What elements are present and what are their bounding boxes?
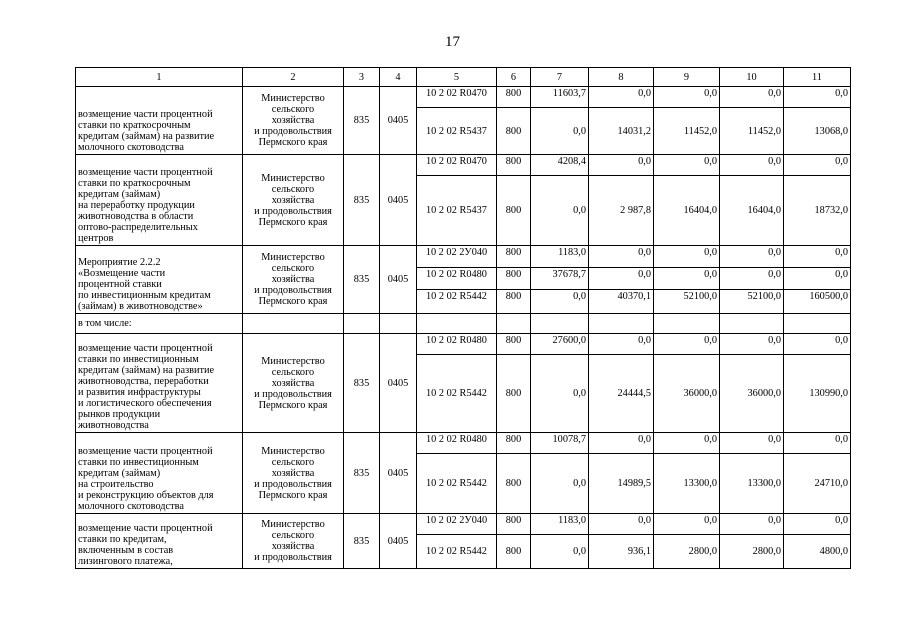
col6-cell: 800 (497, 268, 531, 290)
value-cell: 0,0 (784, 433, 851, 454)
col4-cell: 0405 (380, 514, 417, 569)
value-cell: 0,0 (589, 433, 654, 454)
value-cell: 0,0 (531, 108, 589, 155)
table-row (76, 314, 851, 334)
value-cell: 4800,0 (784, 535, 851, 569)
ministry-cell: Министерство сельского хозяйства и продовольствия Пермского края (243, 155, 344, 246)
row-description: возмещение части процентной ставки по инвестиционным кредитам (займам) на развитие животноводства, переработки и развития инфраструктуры и логистического обеспечения рынков продукции животноводства (76, 334, 243, 433)
value-cell: 36000,0 (720, 355, 784, 433)
code-cell: 10 2 02 R0470 (417, 87, 497, 108)
value-cell: 0,0 (720, 514, 784, 535)
col6-cell: 800 (497, 334, 531, 355)
code-cell: 10 2 02 R0480 (417, 334, 497, 355)
value-cell: 0,0 (531, 355, 589, 433)
col6-cell: 800 (497, 155, 531, 176)
header-cell: 3 (344, 68, 380, 87)
value-cell: 16404,0 (720, 176, 784, 246)
value-cell: 2 987,8 (589, 176, 654, 246)
value-cell: 0,0 (654, 334, 720, 355)
code-cell: 10 2 02 2У040 (417, 246, 497, 268)
code-cell: 10 2 02 R0480 (417, 268, 497, 290)
table-row (76, 433, 851, 454)
header-cell: 9 (654, 68, 720, 87)
col6-cell: 800 (497, 454, 531, 514)
col6-cell: 800 (497, 514, 531, 535)
code-cell: 10 2 02 R5442 (417, 290, 497, 314)
value-cell: 40370,1 (589, 290, 654, 314)
value-cell: 11452,0 (654, 108, 720, 155)
row-description: возмещение части процентной ставки по краткосрочным кредитам (займам) на переработку продукции животноводства в области оптово-распределительных центров (76, 155, 243, 246)
value-cell: 0,0 (589, 268, 654, 290)
value-cell: 0,0 (654, 155, 720, 176)
value-cell: 13068,0 (784, 108, 851, 155)
value-cell: 13300,0 (720, 454, 784, 514)
value-cell: 24444,5 (589, 355, 654, 433)
code-cell: 10 2 02 2У040 (417, 514, 497, 535)
value-cell: 0,0 (589, 87, 654, 108)
code-cell: 10 2 02 R5437 (417, 176, 497, 246)
value-cell: 0,0 (654, 514, 720, 535)
value-cell: 52100,0 (654, 290, 720, 314)
value-cell: 0,0 (589, 514, 654, 535)
table-row (76, 514, 851, 535)
value-cell: 0,0 (531, 176, 589, 246)
value-cell: 18732,0 (784, 176, 851, 246)
value-cell: 936,1 (589, 535, 654, 569)
value-cell: 1183,0 (531, 514, 589, 535)
code-cell: 10 2 02 R5442 (417, 535, 497, 569)
code-cell: 10 2 02 R5442 (417, 355, 497, 433)
page-number: 17 (445, 34, 460, 50)
value-cell: 0,0 (784, 334, 851, 355)
header-cell: 2 (243, 68, 344, 87)
col3-cell: 835 (344, 433, 380, 514)
header-cell: 1 (76, 68, 243, 87)
table-row (76, 87, 851, 108)
code-cell: 10 2 02 R0470 (417, 155, 497, 176)
header-cell: 6 (497, 68, 531, 87)
ministry-cell: Министерство сельского хозяйства и продовольствия Пермского края (243, 246, 344, 314)
col6-cell: 800 (497, 87, 531, 108)
value-cell: 2800,0 (720, 535, 784, 569)
value-cell: 0,0 (654, 268, 720, 290)
col3-cell: 835 (344, 514, 380, 569)
value-cell: 14031,2 (589, 108, 654, 155)
header-cell: 8 (589, 68, 654, 87)
ministry-cell: Министерство сельского хозяйства и продовольствия Пермского края (243, 87, 344, 155)
value-cell: 0,0 (784, 246, 851, 268)
budget-table (75, 67, 851, 569)
value-cell: 0,0 (720, 433, 784, 454)
col4-cell: 0405 (380, 246, 417, 314)
table-row (76, 334, 851, 355)
header-cell: 4 (380, 68, 417, 87)
value-cell: 160500,0 (784, 290, 851, 314)
value-cell: 0,0 (720, 268, 784, 290)
row-description: возмещение части процентной ставки по кредитам, включенным в состав лизингового платежа, (76, 514, 243, 569)
header-cell: 7 (531, 68, 589, 87)
value-cell: 0,0 (589, 246, 654, 268)
value-cell: 0,0 (589, 155, 654, 176)
header-cell: 10 (720, 68, 784, 87)
value-cell: 1183,0 (531, 246, 589, 268)
col4-cell: 0405 (380, 433, 417, 514)
value-cell: 0,0 (784, 155, 851, 176)
value-cell: 0,0 (589, 334, 654, 355)
col6-cell: 800 (497, 355, 531, 433)
value-cell: 0,0 (720, 334, 784, 355)
value-cell: 4208,4 (531, 155, 589, 176)
value-cell: 0,0 (784, 268, 851, 290)
col6-cell: 800 (497, 246, 531, 268)
col6-cell: 800 (497, 176, 531, 246)
value-cell: 0,0 (720, 246, 784, 268)
ministry-cell: Министерство сельского хозяйства и продовольствия Пермского края (243, 334, 344, 433)
value-cell: 0,0 (654, 87, 720, 108)
value-cell: 10078,7 (531, 433, 589, 454)
row-description: возмещение части процентной ставки по инвестиционным кредитам (займам) на строительство и реконструкцию объектов для молочного скотоводства (76, 433, 243, 514)
col6-cell: 800 (497, 535, 531, 569)
value-cell: 36000,0 (654, 355, 720, 433)
col3-cell: 835 (344, 246, 380, 314)
col3-cell: 835 (344, 87, 380, 155)
col4-cell: 0405 (380, 87, 417, 155)
value-cell: 27600,0 (531, 334, 589, 355)
col4-cell: 0405 (380, 334, 417, 433)
ministry-cell: Министерство сельского хозяйства и продовольствия Пермского края (243, 433, 344, 514)
code-cell: 10 2 02 R0480 (417, 433, 497, 454)
value-cell: 0,0 (531, 454, 589, 514)
value-cell: 0,0 (531, 290, 589, 314)
header-cell: 5 (417, 68, 497, 87)
including-label: в том числе: (76, 314, 243, 334)
col6-cell: 800 (497, 433, 531, 454)
value-cell: 0,0 (720, 87, 784, 108)
row-description: Мероприятие 2.2.2 «Возмещение части процентной ставки по инвестиционным кредитам (займам) в животноводстве» (76, 246, 243, 314)
value-cell: 0,0 (654, 433, 720, 454)
code-cell: 10 2 02 R5437 (417, 108, 497, 155)
code-cell: 10 2 02 R5442 (417, 454, 497, 514)
value-cell: 11452,0 (720, 108, 784, 155)
value-cell: 0,0 (654, 246, 720, 268)
value-cell: 16404,0 (654, 176, 720, 246)
col6-cell: 800 (497, 290, 531, 314)
col3-cell: 835 (344, 334, 380, 433)
value-cell: 0,0 (784, 514, 851, 535)
value-cell: 24710,0 (784, 454, 851, 514)
col6-cell: 800 (497, 108, 531, 155)
col4-cell: 0405 (380, 155, 417, 246)
value-cell: 0,0 (531, 535, 589, 569)
ministry-cell: Министерство сельского хозяйства и продовольствия (243, 514, 344, 569)
table-row (76, 246, 851, 268)
value-cell: 2800,0 (654, 535, 720, 569)
value-cell: 37678,7 (531, 268, 589, 290)
value-cell: 0,0 (784, 87, 851, 108)
header-row (76, 68, 851, 87)
value-cell: 0,0 (720, 155, 784, 176)
table-row (76, 155, 851, 176)
row-description: возмещение части процентной ставки по краткосрочным кредитам (займам) на развитие молочного скотоводства (76, 87, 243, 155)
col3-cell: 835 (344, 155, 380, 246)
header-cell: 11 (784, 68, 851, 87)
value-cell: 13300,0 (654, 454, 720, 514)
value-cell: 52100,0 (720, 290, 784, 314)
value-cell: 14989,5 (589, 454, 654, 514)
value-cell: 11603,7 (531, 87, 589, 108)
value-cell: 130990,0 (784, 355, 851, 433)
